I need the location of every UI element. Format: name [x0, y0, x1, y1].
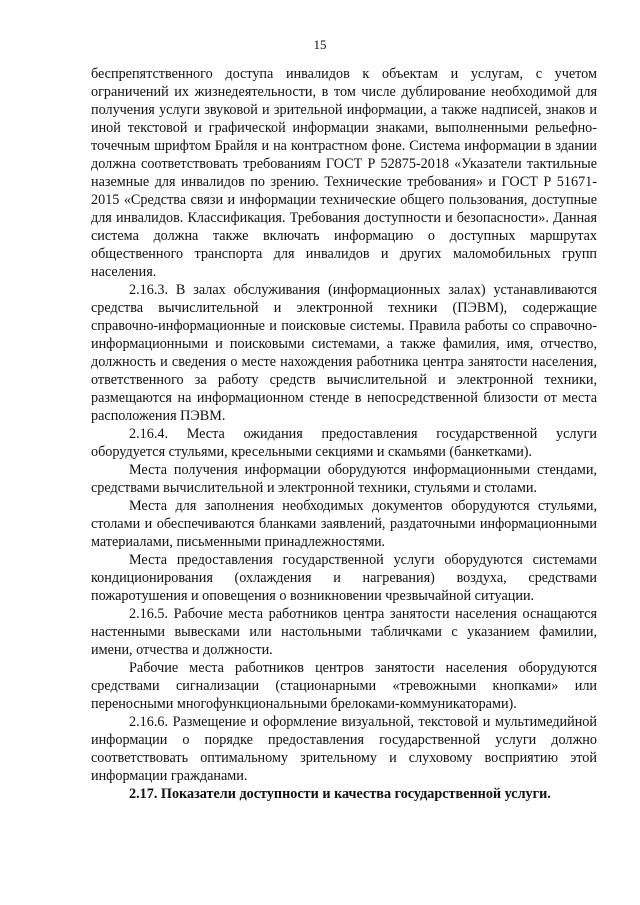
paragraph-document-filling-places: Места для заполнения необходимых документов оборудуются стульями, столами и обеспечиваются бланками заявлений, раздаточными информационными материалами, письменными принадлежностями.: [91, 498, 597, 550]
paragraph-alarm-means: Рабочие места работников центров занятости населения оборудуются средствами сигнализации (стационарными «тревожными кнопками» или переносными многофункциональными брелоками-коммуникаторами).: [91, 660, 597, 712]
paragraph-service-places: Места предоставления государственной услуги оборудуются системами кондиционирования (охлаждения и нагревания) воздуха, средствами пожаротушения и оповещения о возникновении чрезвычайной ситуации.: [91, 552, 597, 604]
section-heading-2-17: 2.17. Показатели доступности и качества государственной услуги.: [129, 786, 551, 802]
paragraph-2-16-5: 2.16.5. Рабочие места работников центра занятости населения оснащаются настенными вывесками или настольными табличками с указанием фамилии, имени, отчества и должности.: [91, 606, 597, 658]
paragraph-2-16-6: 2.16.6. Размещение и оформление визуальной, текстовой и мультимедийной информации о порядке предоставления государственной услуги должно соответствовать оптимальному зрительному и слуховому восприятию этой информации гражданами.: [91, 714, 597, 784]
document-body: [91, 65, 597, 803]
paragraph-accessibility-continuation: беспрепятственного доступа инвалидов к объектам и услугам, с учетом ограничений их жизнедеятельности, в том числе дублирование необходимой для получения услуги звуковой и зрительной информации, а также надписей, знаков и иной текстовой и графической информации знаками, выполненными рельефно-точечным шрифтом Брайля и на контрастном фоне. Система информации в здании должна соответствовать требованиям ГОСТ Р 52875-2018 «Указатели тактильные наземные для инвалидов по зрению. Технические требования» и ГОСТ Р 51671-2015 «Средства связи и информации технические общего пользования, доступные для инвалидов. Классификация. Требования доступности и безопасности». Данная система должна также включать информацию о доступных маршрутах общественного транспорта для инвалидов и других маломобильных групп населения.: [91, 66, 597, 280]
paragraph-2-16-4: 2.16.4. Места ожидания предоставления государственной услуги оборудуется стульями, кресельными секциями и скамьями (банкетками).: [91, 426, 597, 460]
paragraph-info-places: Места получения информации оборудуются информационными стендами, средствами вычислительной и электронной техники, стульями и столами.: [91, 462, 597, 496]
page-number: 15: [313, 37, 327, 52]
paragraph-2-16-3: 2.16.3. В залах обслуживания (информационных залах) устанавливаются средства вычислительной и электронной техники (ПЭВМ), содержащие справочно-информационные и поисковые системы. Правила работы со справочно-информационными и поисковыми системами, а также фамилия, имя, отчество, должность и сведения о месте нахождения работника центра занятости населения, ответственного за работу средств вычислительной и электронной техники, размещаются на информационном стенде в непосредственной близости от места расположения ПЭВМ.: [91, 282, 597, 424]
